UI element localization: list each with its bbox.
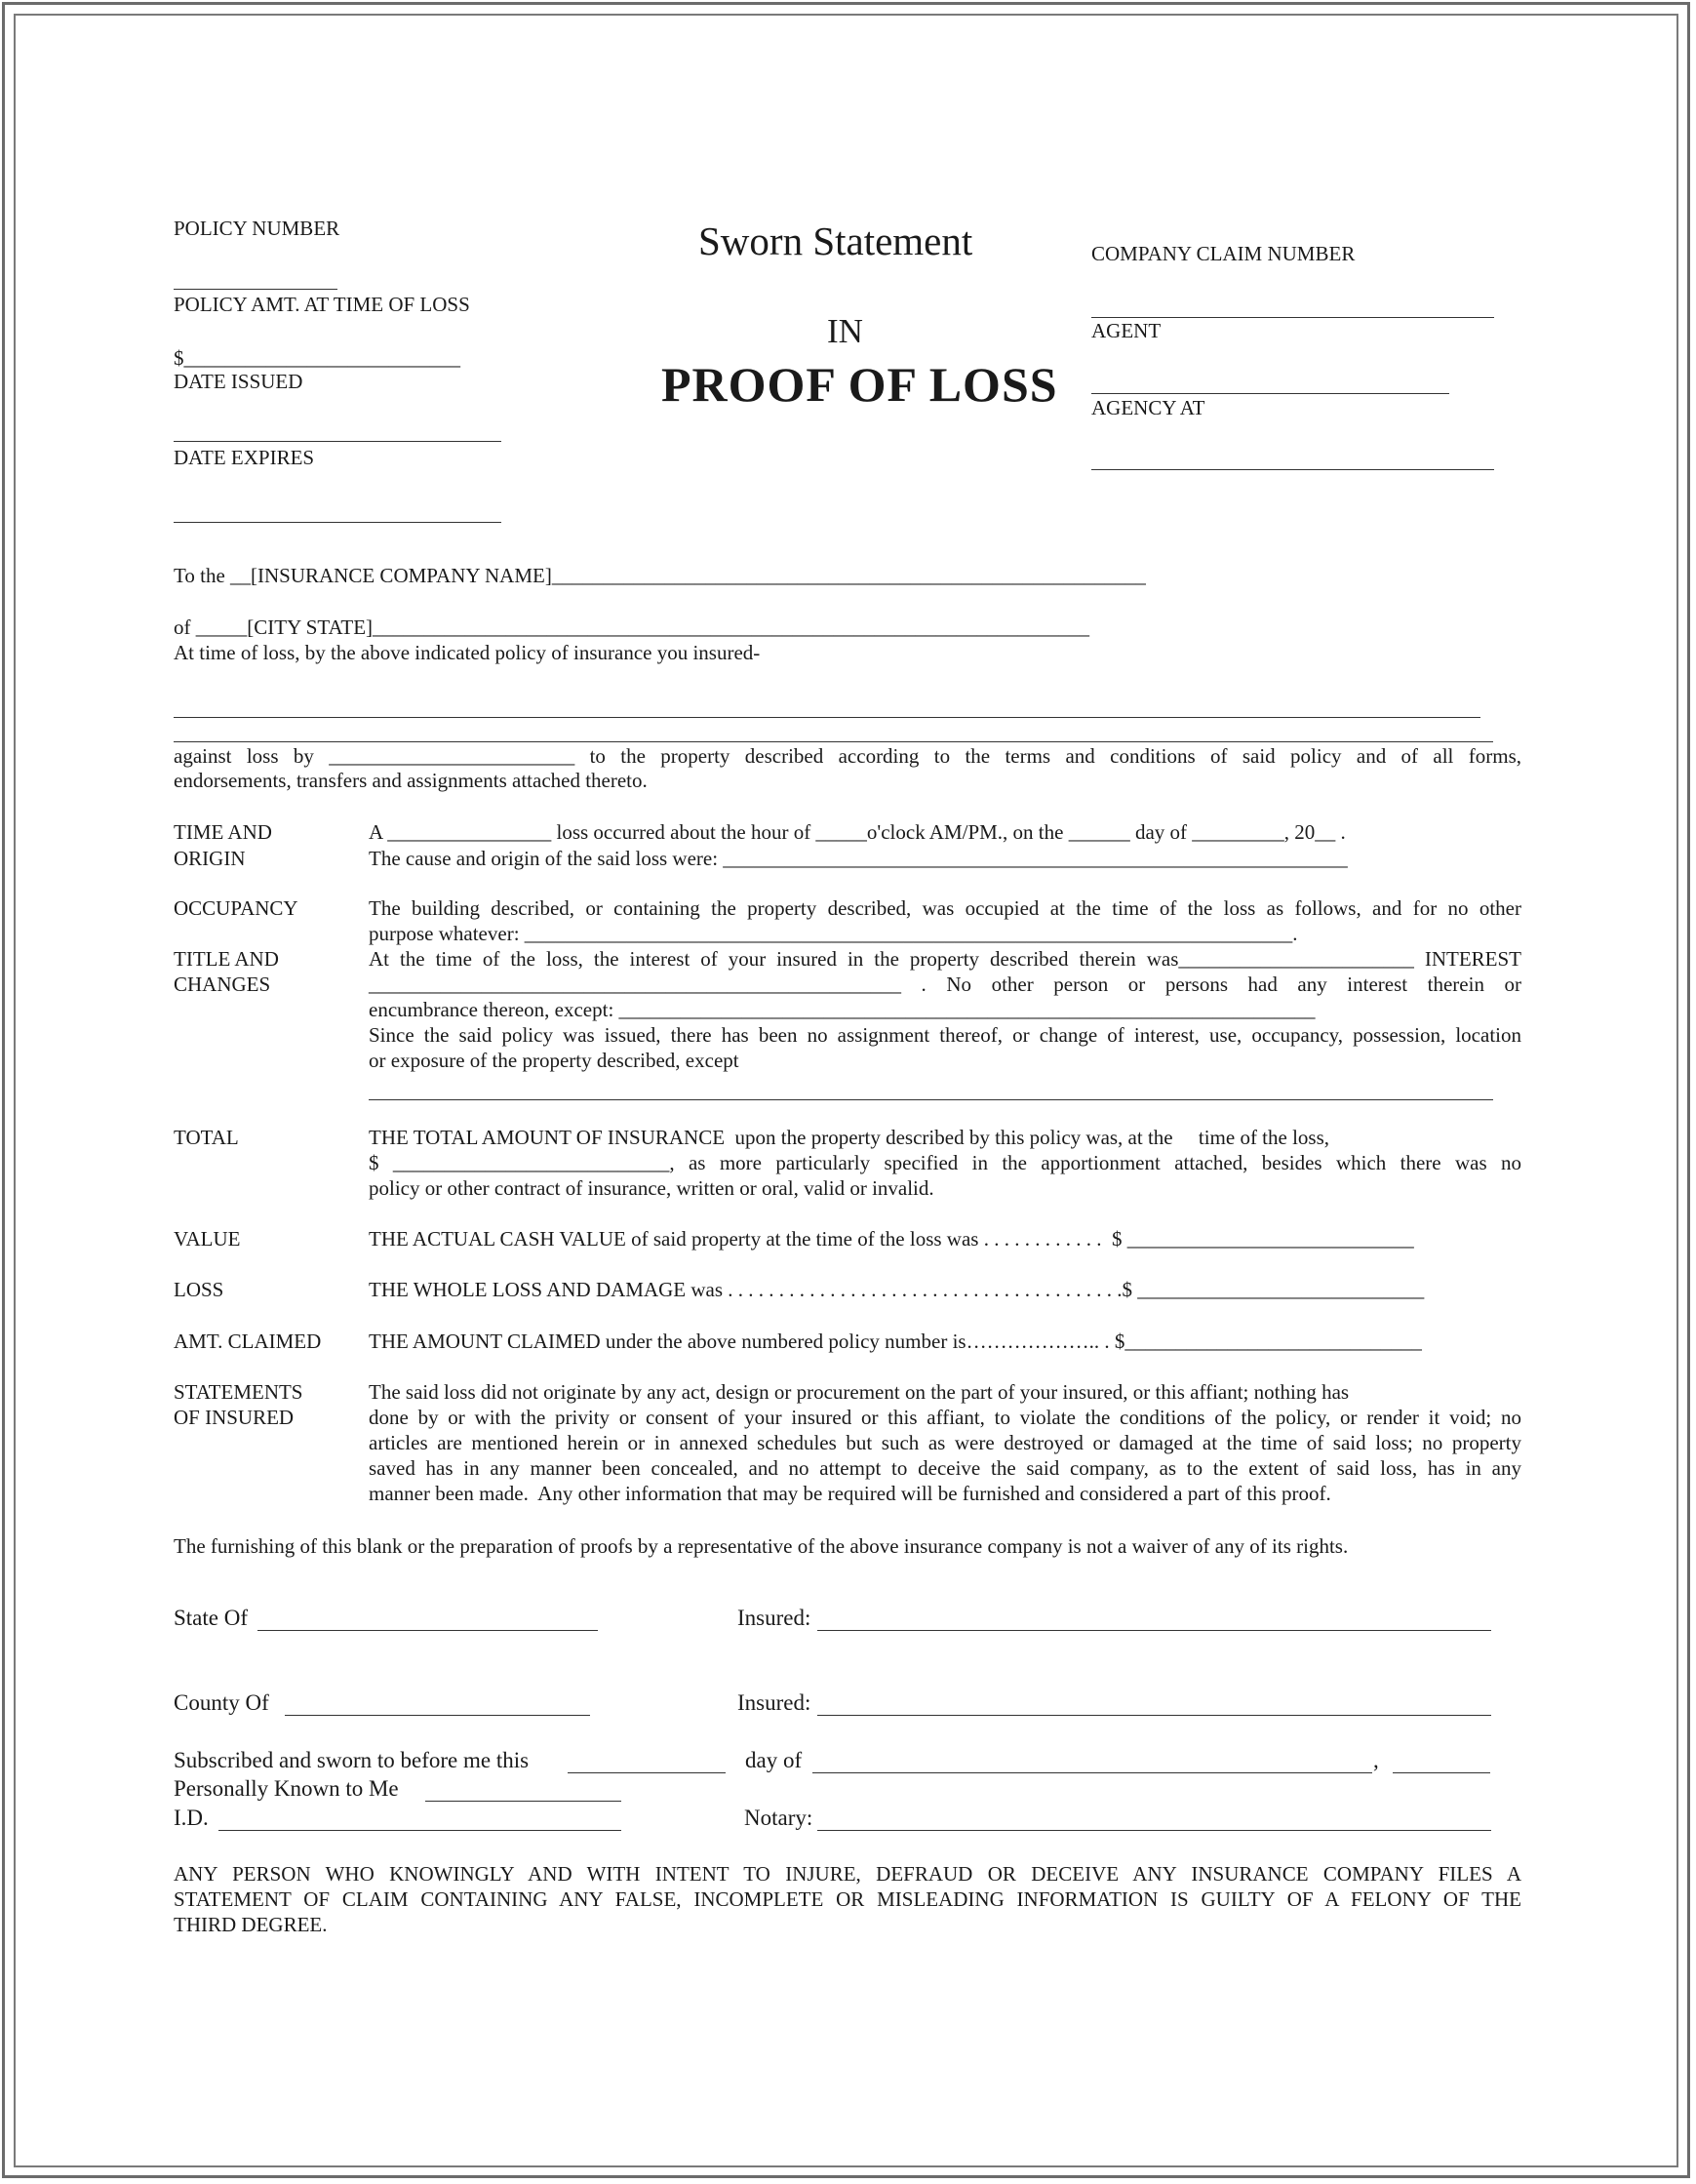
insured-field-1[interactable] [817, 1630, 1491, 1631]
statements-text-5: manner been made. Any other information that may be required will be furnished and considered a part of this proof. [369, 1482, 1331, 1505]
interest-line[interactable]: At the time of the loss, the interest of your insured in the property described therein was_______________________ INTEREST [369, 947, 1521, 971]
statements-label-1: STATEMENTS [174, 1380, 303, 1404]
occupancy-label: OCCUPANCY [174, 896, 298, 920]
loss-time-line[interactable]: A ________________ loss occurred about the hour of _____o'clock AM/PM., on the ______ day of _________, 20__ . [369, 820, 1346, 844]
personally-known-field[interactable] [425, 1801, 621, 1802]
insured-property-field-2[interactable] [174, 741, 1493, 742]
day-of-label: day of [745, 1748, 803, 1772]
insured-label-1: Insured: [737, 1606, 811, 1630]
county-of-label: County Of [174, 1690, 269, 1715]
company-claim-label: COMPANY CLAIM NUMBER [1091, 242, 1356, 265]
total-label: TOTAL [174, 1126, 239, 1149]
statements-text-1: The said loss did not originate by any act, design or procurement on the part of your insured, or this affiant; nothing has [369, 1380, 1350, 1404]
date-issued-label: DATE ISSUED [174, 370, 303, 393]
statements-label-2: OF INSURED [174, 1406, 295, 1429]
value-label: VALUE [174, 1227, 241, 1251]
total-insurance-text: THE TOTAL AMOUNT OF INSURANCE upon the property described by this policy was, at the time of the loss, [369, 1126, 1330, 1149]
statements-text-3: articles are mentioned herein or in annexed schedules but such as were destroyed or damaged at the time of said loss; no property [369, 1431, 1521, 1454]
interest-continued-line[interactable]: ____________________________________________________ . No other person or persons had any interest therein or [369, 973, 1521, 996]
insured-field-2[interactable] [817, 1715, 1491, 1716]
year-field[interactable] [1393, 1772, 1490, 1773]
statements-text-2: done by or with the privity or consent of your insured or this affiant, to violate the conditions of the policy, or render it void; no [369, 1406, 1521, 1429]
insured-label-2: Insured: [737, 1690, 811, 1715]
other-policy-text: policy or other contract of insurance, written or oral, valid or invalid. [369, 1176, 934, 1200]
title-changes-label-1: TITLE AND [174, 947, 279, 971]
id-field[interactable] [218, 1830, 621, 1831]
assignment-text: Since the said policy was issued, there has been no assignment thereof, or change of interest, use, occupancy, possession, location [369, 1023, 1521, 1047]
date-expires-field[interactable] [174, 522, 501, 523]
endorsements-line: endorsements, transfers and assignments attached thereto. [174, 769, 648, 792]
policy-number-label: POLICY NUMBER [174, 217, 340, 240]
state-of-field[interactable] [257, 1630, 598, 1631]
agent-label: AGENT [1091, 319, 1162, 342]
amount-claimed-label: AMT. CLAIMED [174, 1330, 322, 1353]
insurance-company-line[interactable]: To the __[INSURANCE COMPANY NAME]__________________________________________________________ [174, 564, 1146, 587]
waiver-note: The furnishing of this blank or the preparation of proofs by a representative of the above insurance company is not a waiver of any of its rights. [174, 1534, 1349, 1558]
policy-number-field[interactable] [174, 289, 337, 290]
statements-text-4: saved has in any manner been concealed, and no attempt to deceive the said company, as to the extent of said loss, has in any [369, 1456, 1521, 1480]
agency-label: AGENCY AT [1091, 396, 1205, 419]
policy-amount-label: POLICY AMT. AT TIME OF LOSS [174, 293, 470, 316]
cash-value-line[interactable]: THE ACTUAL CASH VALUE of said property at the time of the loss was . . . . . . . . . . . . $ ____________________________ [369, 1227, 1414, 1251]
against-loss-line[interactable]: against loss by ________________________ to the property described according to the terms and conditions of said policy and of all forms, [174, 744, 1521, 768]
notary-field[interactable] [817, 1830, 1491, 1831]
title-changes-label-2: CHANGES [174, 973, 271, 996]
occupancy-text: The building described, or containing the property described, was occupied at the time of the loss as follows, and for no other [369, 896, 1521, 920]
id-label: I.D. [174, 1806, 209, 1830]
subscribed-day-field[interactable] [568, 1772, 726, 1773]
state-of-label: State Of [174, 1606, 249, 1630]
agency-field[interactable] [1091, 469, 1494, 470]
time-origin-label-1: TIME AND [174, 820, 272, 844]
fraud-warning-3: THIRD DEGREE. [174, 1913, 328, 1936]
exposure-text: or exposure of the property described, except [369, 1049, 739, 1072]
comma-separator: , [1373, 1748, 1379, 1772]
total-amount-line[interactable]: $ ___________________________, as more particularly specified in the apportionment attached, besides which there was no [369, 1151, 1521, 1174]
fraud-warning-1: ANY PERSON WHO KNOWINGLY AND WITH INTENT TO INJURE, DEFRAUD OR DECEIVE ANY INSURANCE COMPANY FILES A [174, 1862, 1521, 1886]
occupancy-purpose-line[interactable]: purpose whatever: ___________________________________________________________________________. [369, 922, 1298, 945]
policy-amount-field[interactable]: $___________________________ [174, 346, 460, 370]
time-origin-label-2: ORIGIN [174, 847, 246, 870]
date-issued-field[interactable] [174, 441, 501, 442]
date-expires-label: DATE EXPIRES [174, 446, 315, 469]
encumbrance-line[interactable]: encumbrance thereon, except: ____________________________________________________________________ [369, 998, 1316, 1021]
insured-intro: At time of loss, by the above indicated policy of insurance you insured- [174, 641, 761, 664]
notary-label: Notary: [744, 1806, 813, 1830]
company-claim-field[interactable] [1091, 317, 1494, 318]
loss-label: LOSS [174, 1278, 224, 1301]
title-sworn-statement: Sworn Statement [698, 218, 973, 263]
subscribed-label: Subscribed and sworn to before me this [174, 1748, 530, 1772]
amount-claimed-line[interactable]: THE AMOUNT CLAIMED under the above numbered policy number is……………….. . $_____________________________ [369, 1330, 1422, 1353]
fraud-warning-2: STATEMENT OF CLAIM CONTAINING ANY FALSE, INCOMPLETE OR MISLEADING INFORMATION IS GUILTY OF A FELONY OF THE [174, 1887, 1521, 1911]
whole-loss-line[interactable]: THE WHOLE LOSS AND DAMAGE was . . . . . . . . . . . . . . . . . . . . . . . . . . . . . . . . . . . . . . .$ ____________________________ [369, 1278, 1425, 1301]
month-field[interactable] [812, 1772, 1372, 1773]
county-of-field[interactable] [285, 1715, 590, 1716]
title-proof-of-loss: PROOF OF LOSS [661, 357, 1058, 412]
city-state-line[interactable]: of _____[CITY STATE]______________________________________________________________________ [174, 615, 1090, 639]
exposure-field[interactable] [369, 1099, 1493, 1100]
insured-property-field-1[interactable] [174, 717, 1480, 718]
agent-field[interactable] [1091, 393, 1449, 394]
cause-origin-line[interactable]: The cause and origin of the said loss were: _____________________________________________________________ [369, 847, 1348, 870]
title-in: IN [827, 312, 863, 350]
personally-known-label: Personally Known to Me [174, 1776, 399, 1801]
